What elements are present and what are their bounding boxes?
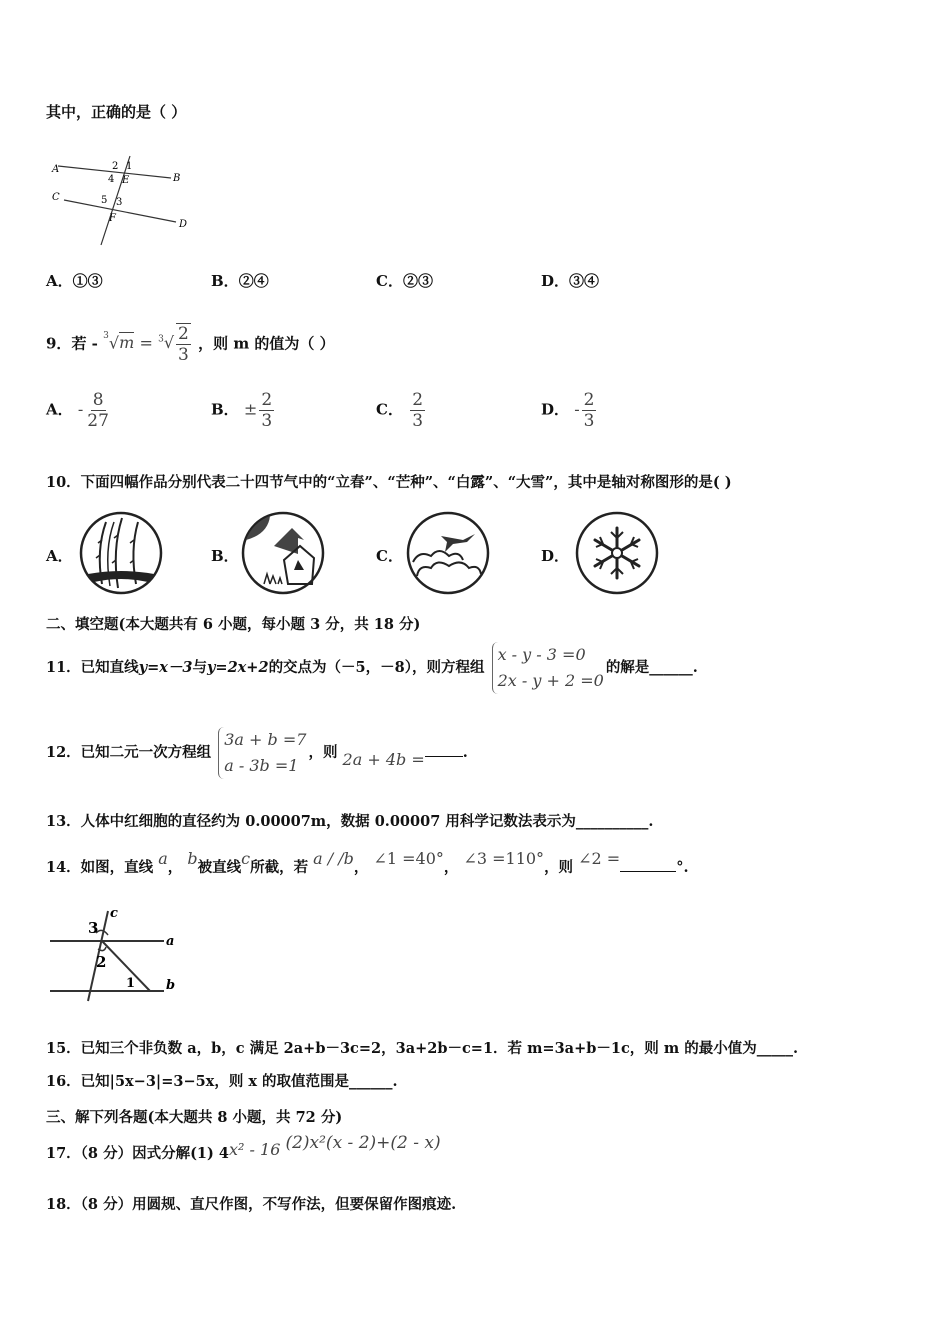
q10-option-d: D．	[541, 547, 570, 565]
q15-stem: 15．已知三个非负数 a，b，c 满足 2a+b－3c=2，3a+2b－c=1．若 m=3a+b－1c，则 m 的最小值为_____.	[46, 1040, 799, 1057]
q10-option-b: B．	[211, 547, 239, 565]
q9-stem: 9．若 - $^3$√m = $^3$√ $\frac{2}{3}$ ，则 m 的值为（ ）	[46, 324, 335, 366]
q8-figure	[46, 150, 196, 250]
fig-label-b: B	[173, 173, 181, 184]
q9-option-d: D． - $\frac{2}{3}$	[541, 390, 595, 431]
fig-label-f: F	[109, 213, 116, 224]
q18-stem: 18．（8 分）用圆规、直尺作图，不写作法，但要保留作图痕迹.	[46, 1196, 457, 1213]
q8-option-b: B．②④	[211, 272, 269, 290]
q8-option-a: A．①③	[46, 272, 103, 290]
fig14-angle-3: 3	[88, 919, 99, 937]
q14-figure	[46, 905, 186, 1005]
fig-angle-3: 3	[116, 197, 123, 208]
q10-option-a: A．	[46, 547, 73, 565]
section-3-heading: 三、解下列各题(本大题共 8 小题，共 72 分)	[46, 1109, 343, 1126]
fig14-angle-1: 1	[126, 976, 136, 991]
willow-icon	[78, 510, 164, 596]
q14-stem: 14．如图，直线 a， b被直线c所截，若 a / /b， ∠1 =40°， ∠3 =110°，则 ∠2 = °.	[46, 849, 689, 876]
q8-prompt: 其中，正确的是（ ）	[46, 103, 187, 121]
q17-stem: 17．（8 分）因式分解(1) 4x² - 16 (2)x²(x - 2)+(2 - x)	[46, 1133, 441, 1162]
fig14-label-a: a	[166, 934, 175, 949]
q9-option-c: C． $\frac{2}{3}$	[376, 390, 424, 431]
q13-stem: 13．人体中红细胞的直径约为 0.00007m，数据 0.00007 用科学记数法表示为__________.	[46, 813, 654, 830]
q10-option-c: C．	[376, 547, 403, 565]
fig-angle-4: 4	[108, 174, 115, 185]
snowflake-icon	[574, 510, 660, 596]
fig-angle-5: 5	[101, 195, 108, 206]
fig14-angle-2: 2	[96, 953, 107, 971]
fig-label-a: A	[52, 164, 60, 175]
q9-option-a: A． - $\frac{8}{27}$	[46, 390, 109, 431]
sun-hut-icon	[240, 510, 326, 596]
q10-stem: 10．下面四幅作品分别代表二十四节气中的“立春”、“芒种”、“白露”、“大雪”，其中是轴对称图形的是( )	[46, 474, 732, 491]
fig-angle-2: 2	[112, 161, 119, 172]
q9-option-b: B． ± $\frac{2}{3}$	[211, 390, 273, 431]
bird-cloud-icon	[405, 510, 491, 596]
q12-stem: 12．已知二元一次方程组 3a + b =7 a - 3b =1，则 2a + 4b = .	[46, 724, 468, 781]
q11-stem: 11．已知直线y=x－3与y=2x+2的交点为（－5，－8），则方程组 x - y - 3 =0 2x - y + 2 =0的解是______.	[46, 640, 698, 696]
q8-option-c: C．②③	[376, 272, 433, 290]
q16-stem: 16．已知|5x−3|=3−5x，则 x 的取值范围是______.	[46, 1073, 398, 1090]
fig-label-e: E	[122, 175, 130, 186]
section-2-heading: 二、填空题(本大题共有 6 小题，每小题 3 分，共 18 分)	[46, 616, 421, 633]
fig-label-d: D	[179, 219, 188, 230]
fig14-label-c: c	[110, 906, 118, 921]
fig-angle-1: 1	[126, 161, 133, 172]
fig14-label-b: b	[166, 978, 176, 993]
fig-label-c: C	[52, 192, 60, 203]
q8-option-d: D．③④	[541, 272, 600, 290]
